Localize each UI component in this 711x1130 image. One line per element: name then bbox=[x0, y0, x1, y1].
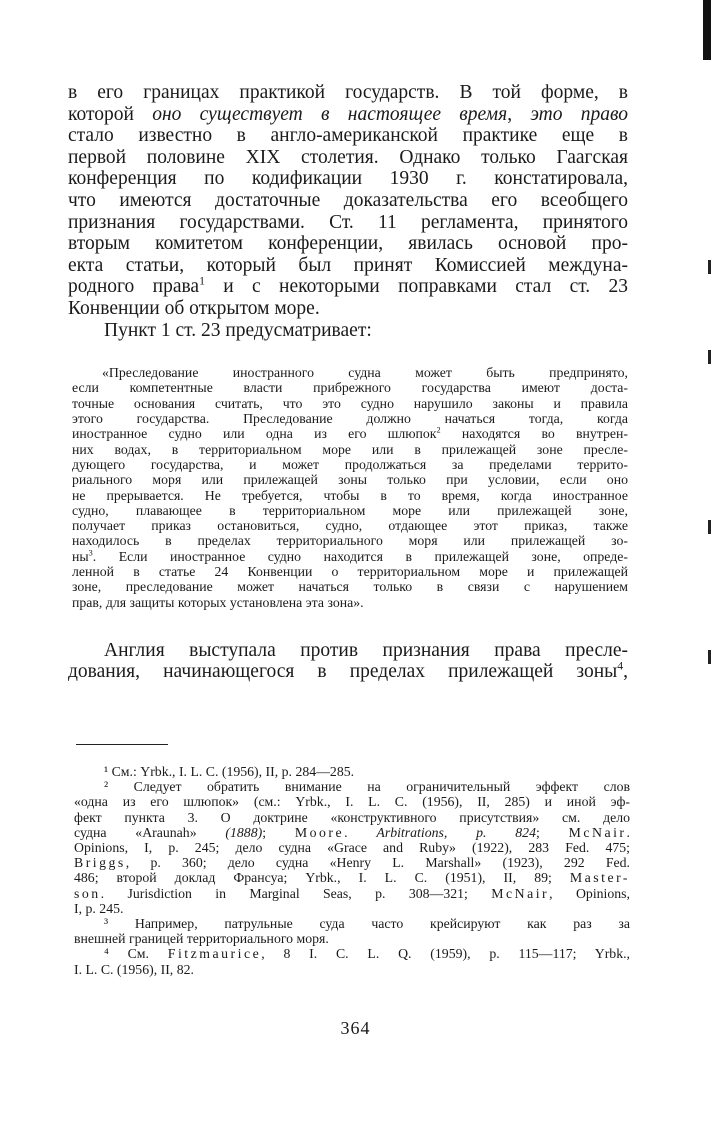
footnote-2-line: «одна из его шлюпок» (см.: Yrbk., I. L. C. (1956), II, 285) и иной эф- bbox=[74, 794, 630, 810]
text-span: . bbox=[626, 824, 630, 840]
text-span: судна «Araunah» bbox=[74, 824, 226, 840]
quote-line bbox=[72, 549, 628, 564]
text-line: в его границах практикой государств. В той форме, в bbox=[68, 82, 628, 103]
text-span: находятся во внутрен- bbox=[440, 426, 628, 442]
footnote-ref[interactable]: 2 bbox=[436, 425, 441, 435]
footnote-2-line bbox=[74, 855, 630, 870]
text-span: которой bbox=[68, 103, 153, 125]
spaced-author: Master- bbox=[569, 870, 630, 886]
text-line: вторым комитетом конференции, явилась основой про- bbox=[68, 233, 628, 255]
text-line: первой половине XIX столетия. Однако только Гаагская bbox=[68, 146, 628, 168]
text-line: конференция по кодификации 1930 г. констатировала, bbox=[68, 168, 628, 190]
footnote-ref[interactable]: 4 bbox=[617, 659, 624, 673]
main-text-block bbox=[68, 82, 628, 683]
quote-line: них водах, в территориальном море или в прилежащей зоне пресле- bbox=[72, 441, 628, 457]
footnote-2-line: фект пункта 3. О доктрине «конструктивного присутствия» см. дело bbox=[74, 809, 630, 825]
text-line: екта статьи, который был принят Комиссией междуна- bbox=[68, 254, 628, 276]
block-quote bbox=[68, 365, 628, 610]
text-span: , bbox=[507, 103, 531, 125]
page-number: 364 bbox=[340, 1018, 371, 1038]
footnote-3-line: внешней границей территориального моря. bbox=[74, 931, 329, 947]
text-line bbox=[68, 104, 628, 126]
quote-line: этого государства. Преследование должно начаться тогда, когда bbox=[72, 411, 628, 427]
paragraph-2 bbox=[68, 640, 628, 683]
footnote-2-line bbox=[74, 825, 630, 840]
text-span: , p. 360; дело судна «Henry L. Marshall» (1923), 292 Fed. bbox=[125, 855, 630, 871]
footnote-4-line: I. L. C. (1956), II, 82. bbox=[74, 961, 194, 977]
footnote-2-line: Opinions, I, p. 245; дело судна «Grace and Ruby» (1922), 283 Fed. 475; bbox=[74, 840, 630, 856]
text-span: ; bbox=[535, 824, 569, 840]
text-span: ; bbox=[262, 824, 295, 840]
spaced-author: Briggs bbox=[74, 855, 126, 871]
text-span: ⁴ См. bbox=[104, 946, 168, 962]
footnote-4-line bbox=[74, 946, 630, 961]
spaced-author: McNair bbox=[568, 824, 627, 840]
text-span: , Opinions, bbox=[549, 885, 630, 901]
text-line bbox=[68, 661, 628, 683]
text-line: что имеются достаточные доказательства его всеобщего bbox=[68, 189, 628, 211]
text-line: Англия выступала против признания права пресле- bbox=[104, 639, 628, 661]
italic-span: оно существует в настоящее время bbox=[152, 103, 508, 125]
text-span: . bbox=[344, 824, 377, 840]
paragraph-intro: Пункт 1 ст. 23 предусматривает: bbox=[104, 319, 372, 341]
footnote-2-line bbox=[74, 886, 630, 901]
quote-line: не прерывается. Не требуется, чтобы в то время, когда иностранное bbox=[72, 487, 628, 503]
quote-line: риального моря или прилежащей зоны только при условии, если оно bbox=[72, 472, 628, 488]
quote-line: получает приказ остановиться, судно, отдающее этот приказ, также bbox=[72, 518, 628, 534]
paragraph-1 bbox=[68, 82, 628, 341]
footnote-ref[interactable]: 1 bbox=[199, 274, 205, 288]
footnote-ref[interactable]: 3 bbox=[88, 548, 93, 558]
text-line bbox=[68, 276, 628, 298]
italic-span: это право bbox=[530, 103, 628, 125]
quote-line: «Преследование иностранного судна может быть предпринято, bbox=[102, 365, 628, 381]
text-span: и с некоторыми поправками стал ст. 23 bbox=[204, 276, 628, 298]
footnote-3-line: ³ Например, патрульные суда часто крейсируют как раз за bbox=[104, 916, 630, 932]
text-span: 486; второй доклад Франсуа; Yrbk., I. L. C. (1951), II, 89; bbox=[74, 870, 570, 886]
text-span: . Если иностранное судно находится в прилежащей зоне, опреде- bbox=[92, 548, 628, 564]
footnote-2-line: I, p. 245. bbox=[74, 900, 124, 916]
text-span: дования, начинающегося в пределах прилежащей зоны bbox=[68, 661, 618, 683]
text-span: родного права bbox=[68, 276, 200, 298]
footnote-1: ¹ См.: Yrbk., I. L. C. (1956), II, p. 284—285. bbox=[104, 764, 355, 779]
text-span: ны bbox=[72, 548, 89, 564]
quote-line: зоне, преследование может начаться только в связи с нарушением bbox=[72, 579, 628, 595]
quote-line: находилось в пределах территориального моря или прилежащей зо- bbox=[72, 533, 628, 549]
quote-line bbox=[72, 426, 628, 441]
footnote-divider bbox=[76, 744, 168, 745]
spaced-author: Moore bbox=[294, 824, 345, 840]
quote-line: прав, для защиты которых установлена эта зона». bbox=[72, 594, 364, 610]
spaced-author: son bbox=[74, 885, 101, 901]
footnotes bbox=[74, 764, 630, 977]
footnote-2-line: ² Следует обратить внимание на ограничительный эффект слов bbox=[104, 779, 630, 795]
text-span: иностранное судно или одна из его шлюпок bbox=[72, 426, 437, 442]
spaced-author: McNair bbox=[491, 885, 550, 901]
quote-line: дующего государства, и может продолжаться за пределами террито- bbox=[72, 456, 628, 472]
quote-line: если компетентные власти прибрежного государства имеют доста- bbox=[72, 380, 628, 396]
italic-span: Arbitrations, p. 824 bbox=[376, 824, 536, 840]
italic-span: (1888) bbox=[225, 824, 263, 840]
text-span: , 8 I. C. L. Q. (1959), p. 115—117; Yrbk., bbox=[261, 946, 631, 962]
text-line: признания государствами. Ст. 11 регламента, принятого bbox=[68, 211, 628, 233]
footnote-2-line bbox=[74, 870, 630, 885]
scan-edge-mark bbox=[703, 0, 711, 60]
quote-line: точные основания считать, что это судно нарушило законы и правила bbox=[72, 395, 628, 411]
quote-line: ленной в статье 24 Конвенции о территориальном море и прилежащей bbox=[72, 563, 628, 579]
text-span: , bbox=[623, 661, 628, 683]
quote-line: судно, плавающее в территориальном море или прилежащей зоне, bbox=[72, 502, 628, 518]
text-line: стало известно в англо-американской практике еще в bbox=[68, 125, 628, 147]
text-span: . Jurisdiction in Marginal Seas, p. 308—321; bbox=[100, 885, 492, 901]
text-line: Конвенции об открытом море. bbox=[68, 297, 320, 319]
spaced-author: Fitzmaurice bbox=[167, 946, 262, 962]
